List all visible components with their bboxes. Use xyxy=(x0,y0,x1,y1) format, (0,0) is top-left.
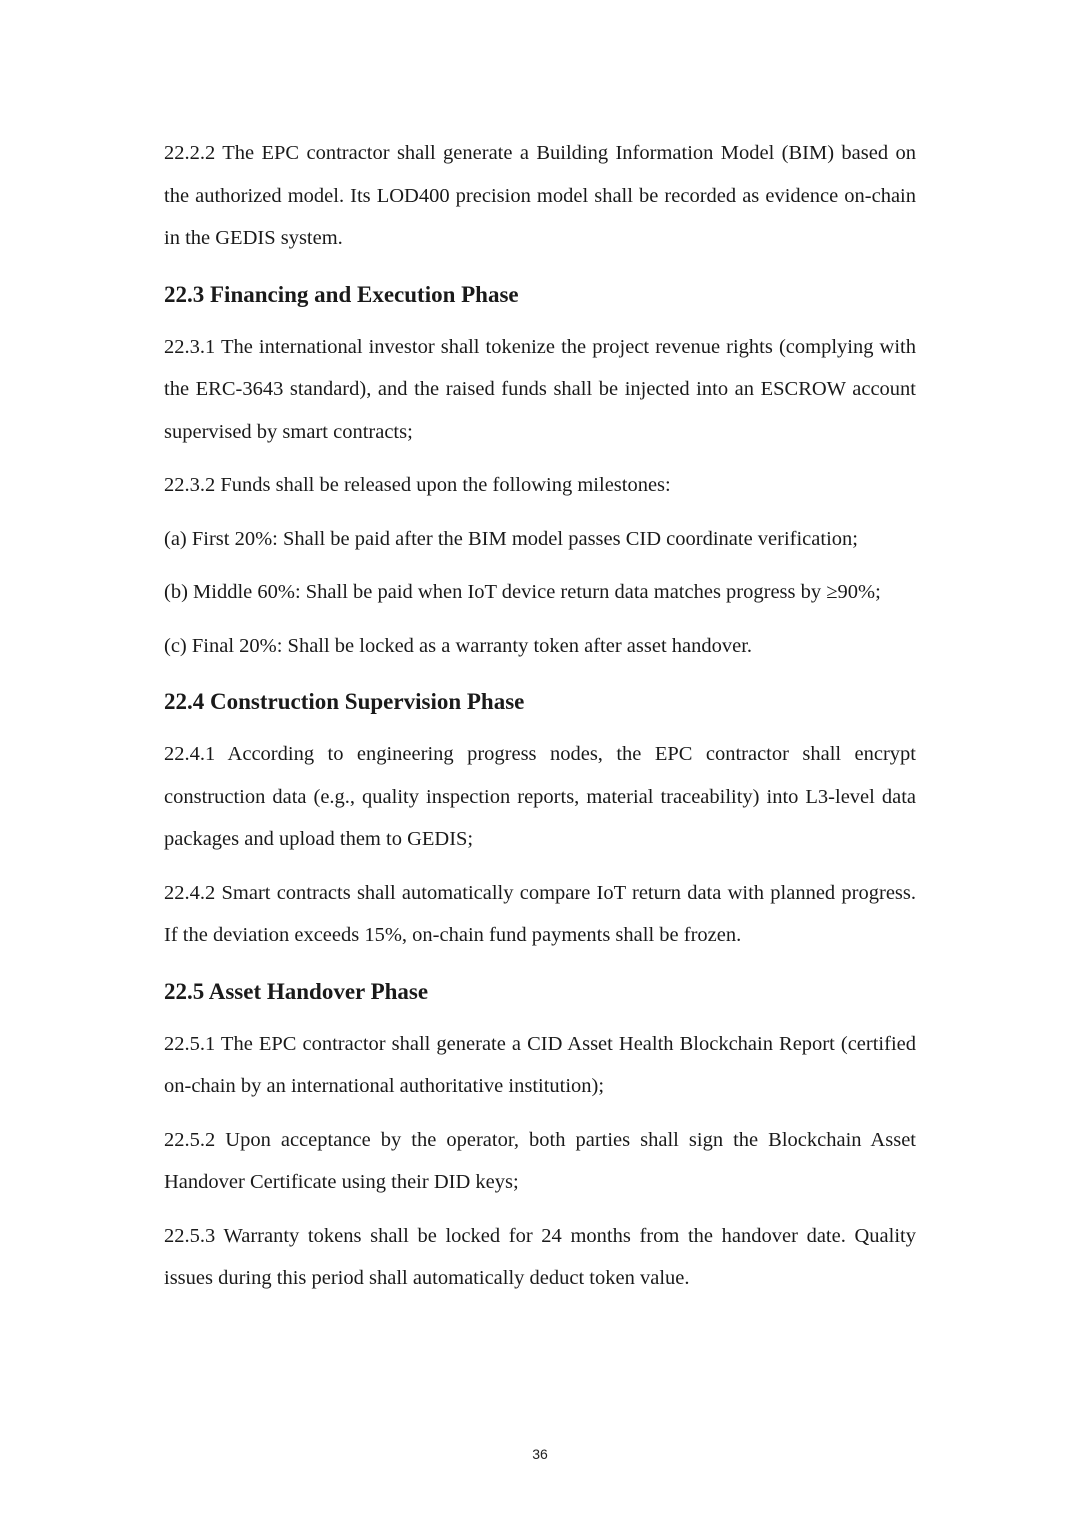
paragraph-22-5-2: 22.5.2 Upon acceptance by the operator, both parties shall sign the Blockchain Asset Handover Certificate using their DID keys; xyxy=(164,1128,916,1193)
heading-22-3: 22.3 Financing and Execution Phase xyxy=(164,281,519,307)
heading-22-4: 22.4 Construction Supervision Phase xyxy=(164,689,525,714)
paragraph-22-3-2: 22.3.2 Funds shall be released upon the following milestones: xyxy=(164,474,671,496)
paragraph-22-4-2: 22.4.2 Smart contracts shall automatically compare IoT return data with planned progress. If the deviation exceeds 15%, on-chain fund payments shall be frozen. xyxy=(164,881,916,946)
paragraph-22-2-2: 22.2.2 The EPC contractor shall generate a Building Information Model (BIM) based on the authorized model. Its LOD400 precision model shall be recorded as evidence on-chain in the GEDIS system. xyxy=(164,142,916,249)
page-number: 36 xyxy=(532,1446,548,1462)
paragraph-22-5-3: 22.5.3 Warranty tokens shall be locked for 24 months from the handover date. Quality issues during this period shall automatically deduct token value. xyxy=(164,1224,916,1289)
paragraph-22-4-1: 22.4.1 According to engineering progress nodes, the EPC contractor shall encrypt construction data (e.g., quality inspection reports, material traceability) into L3-level data packages and upload them to GEDIS; xyxy=(164,743,916,850)
heading-22-5: 22.5 Asset Handover Phase xyxy=(164,978,429,1004)
paragraph-22-3-1: 22.3.1 The international investor shall tokenize the project revenue rights (complying with the ERC-3643 standard), and the raised funds shall be injected into an ESCROW account supervised by smart contracts; xyxy=(164,335,916,443)
milestone-a: (a) First 20%: Shall be paid after the BIM model passes CID coordinate verification; xyxy=(164,527,858,550)
paragraph-22-5-1: 22.5.1 The EPC contractor shall generate a CID Asset Health Blockchain Report (certified on-chain by an international authoritative institution); xyxy=(164,1032,916,1097)
milestone-c: (c) Final 20%: Shall be locked as a warranty token after asset handover. xyxy=(164,634,753,657)
milestone-b: (b) Middle 60%: Shall be paid when IoT device return data matches progress by ≥90%; xyxy=(164,581,881,603)
document-page xyxy=(164,132,916,1311)
